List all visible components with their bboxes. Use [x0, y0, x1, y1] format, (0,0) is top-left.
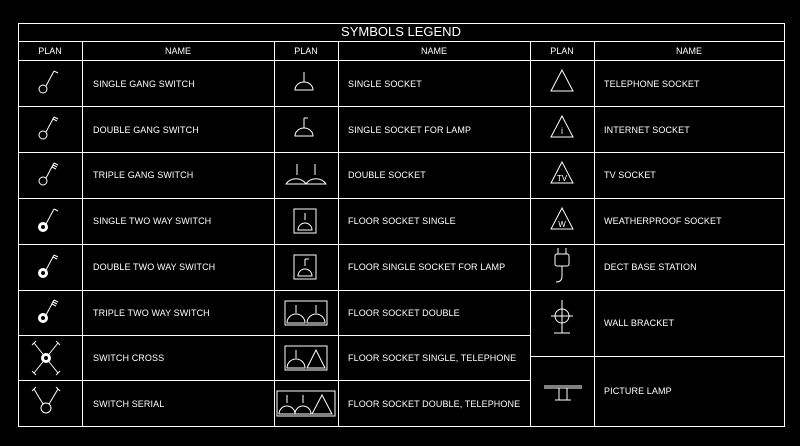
internet-socket-letter: i: [561, 126, 563, 136]
picture-lamp-icon: [540, 378, 586, 408]
single-gang-switch-icon: [30, 64, 70, 104]
name-triple-two-way-switch: TRIPLE TWO WAY SWITCH: [93, 308, 210, 318]
name-switch-cross: SWITCH CROSS: [93, 353, 165, 363]
name-tv-socket: TV SOCKET: [604, 170, 656, 180]
header-plan-1: PLAN: [38, 46, 62, 56]
floor-socket-double-telephone-icon: [276, 386, 336, 422]
triple-gang-switch-icon: [30, 156, 70, 196]
tv-socket-icon: [542, 158, 582, 192]
name-switch-serial: SWITCH SERIAL: [93, 399, 165, 409]
name-single-gang-switch: SINGLE GANG SWITCH: [93, 79, 195, 89]
switch-cross-icon: [28, 337, 68, 379]
name-single-two-way-switch: SINGLE TWO WAY SWITCH: [93, 216, 212, 226]
single-socket-lamp-icon: [286, 112, 326, 146]
double-two-way-switch-icon: [30, 248, 70, 288]
name-double-gang-switch: DOUBLE GANG SWITCH: [93, 125, 199, 135]
header-plan-3: PLAN: [550, 46, 574, 56]
weatherproof-socket-letter: W: [558, 220, 566, 229]
tv-socket-letters: TV: [556, 174, 568, 183]
name-floor-socket-double-telephone: FLOOR SOCKET DOUBLE, TELEPHONE: [348, 399, 521, 409]
name-triple-gang-switch: TRIPLE GANG SWITCH: [93, 170, 194, 180]
dect-base-station-icon: [542, 246, 582, 288]
name-double-socket: DOUBLE SOCKET: [348, 170, 426, 180]
single-two-way-switch-icon: [30, 202, 70, 242]
name-weatherproof-socket: WEATHERPROOF SOCKET: [604, 216, 722, 226]
name-wall-bracket: WALL BRACKET: [604, 318, 675, 328]
wall-bracket-icon: [542, 296, 582, 342]
name-internet-socket: INTERNET SOCKET: [604, 125, 690, 135]
double-gang-switch-icon: [30, 110, 70, 150]
name-double-two-way-switch: DOUBLE TWO WAY SWITCH: [93, 262, 216, 272]
name-telephone-socket: TELEPHONE SOCKET: [604, 79, 700, 89]
name-floor-socket-double: FLOOR SOCKET DOUBLE: [348, 308, 460, 318]
floor-socket-double-icon: [282, 295, 330, 331]
telephone-socket-icon: [542, 66, 582, 100]
single-socket-icon: [286, 66, 326, 100]
header-name-1: NAME: [164, 46, 191, 56]
double-socket-icon: [282, 158, 330, 192]
internet-socket-icon: [542, 112, 582, 146]
triple-two-way-switch-icon: [30, 293, 70, 333]
switch-serial-icon: [28, 383, 68, 425]
name-picture-lamp: PICTURE LAMP: [604, 386, 672, 396]
legend-title: SYMBOLS LEGEND: [341, 24, 461, 39]
name-single-socket-lamp: SINGLE SOCKET FOR LAMP: [348, 125, 472, 135]
name-dect-base-station: DECT BASE STATION: [604, 262, 697, 272]
header-name-2: NAME: [420, 46, 447, 56]
header-name-3: NAME: [675, 46, 702, 56]
name-single-socket: SINGLE SOCKET: [348, 79, 422, 89]
name-floor-socket-telephone: FLOOR SOCKET SINGLE, TELEPHONE: [348, 353, 517, 363]
name-floor-socket-lamp: FLOOR SINGLE SOCKET FOR LAMP: [348, 262, 506, 272]
name-floor-socket-single: FLOOR SOCKET SINGLE: [348, 216, 456, 226]
header-plan-2: PLAN: [294, 46, 318, 56]
floor-socket-single-icon: [286, 203, 326, 239]
floor-socket-lamp-icon: [286, 249, 326, 285]
floor-socket-telephone-icon: [282, 340, 330, 376]
weatherproof-socket-icon: [542, 204, 582, 238]
